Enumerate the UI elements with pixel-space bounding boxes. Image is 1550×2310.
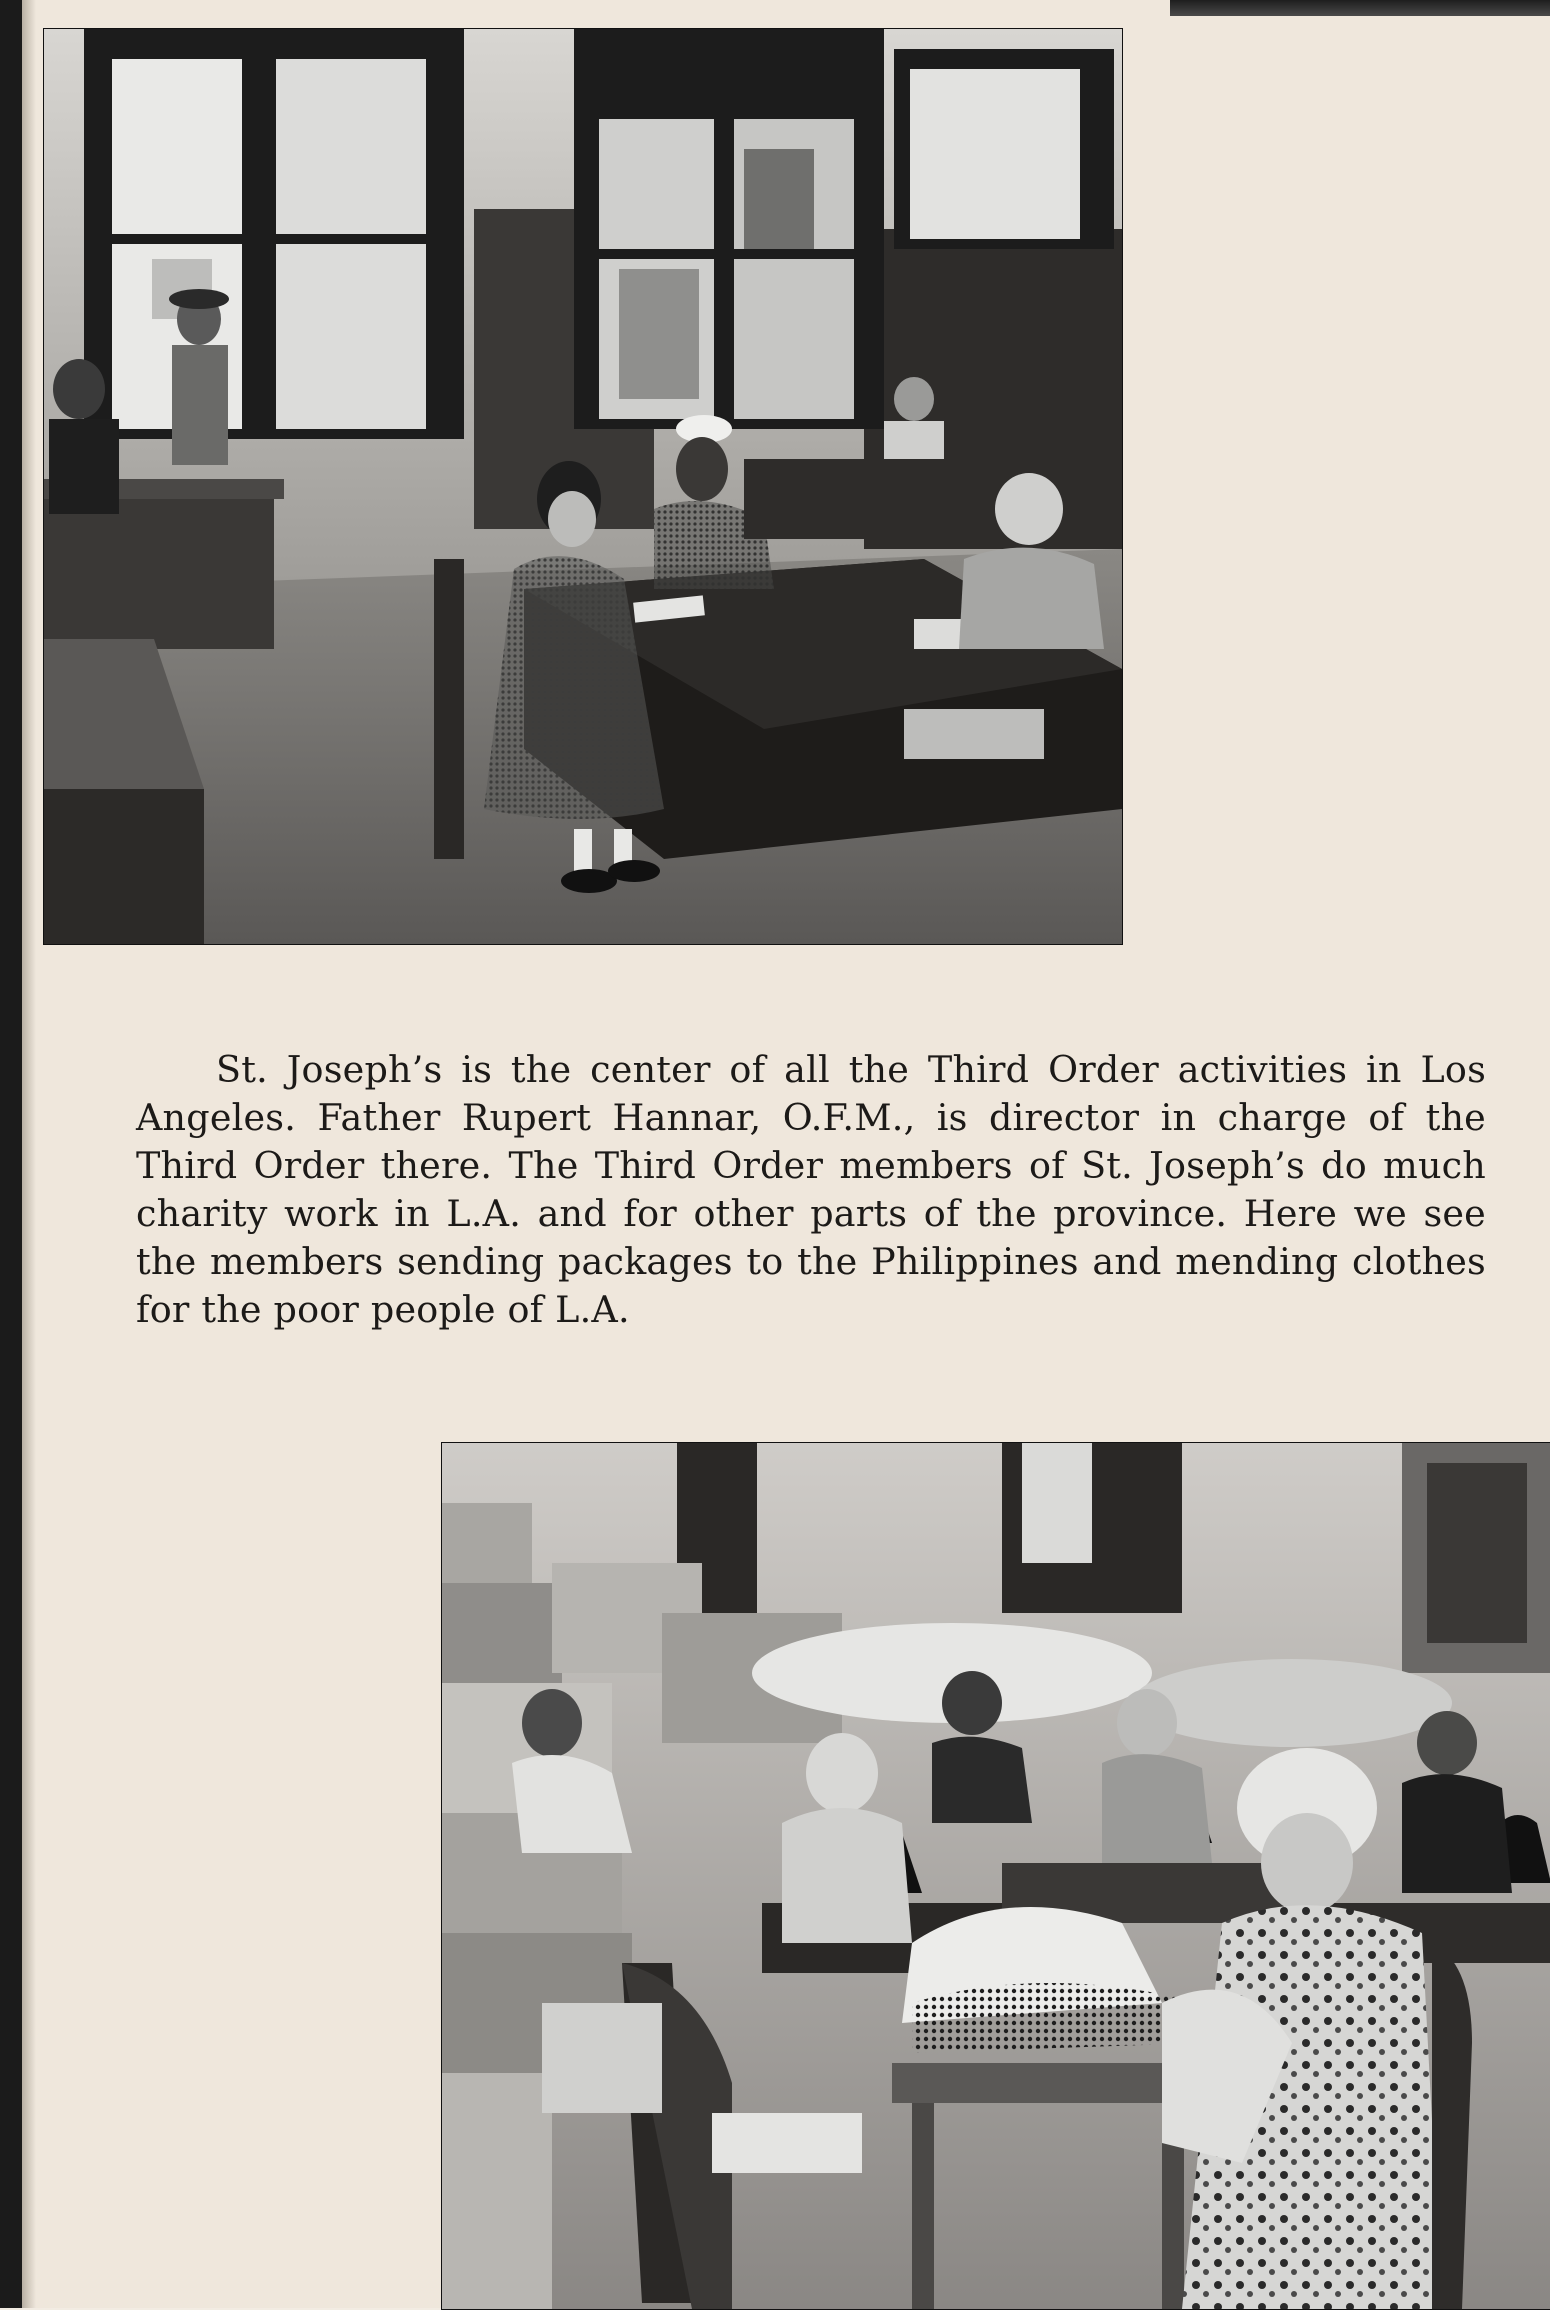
page-edge-shadow — [1170, 0, 1550, 16]
photo-sewing-room-image — [442, 1443, 1550, 2309]
photo-sewing-room — [441, 1442, 1550, 2310]
caption-paragraph — [136, 1046, 1486, 1334]
binding-edge — [0, 0, 22, 2308]
caption-text: St. Joseph’s is the center of all the Third Order activities in Los Angeles. Father Rupert Hannar, O.F.M., is director in charge of the Third Order there. The Third Order members of St. Joseph’s do much charity work in L.A. and for other parts of the province. Here we see the members sending packages to the Philippines and mending clothes for the poor people of L.A. — [136, 1048, 1486, 1331]
photo-office — [43, 28, 1123, 945]
photo-office-image — [44, 29, 1122, 944]
binding-shadow — [22, 0, 36, 2308]
